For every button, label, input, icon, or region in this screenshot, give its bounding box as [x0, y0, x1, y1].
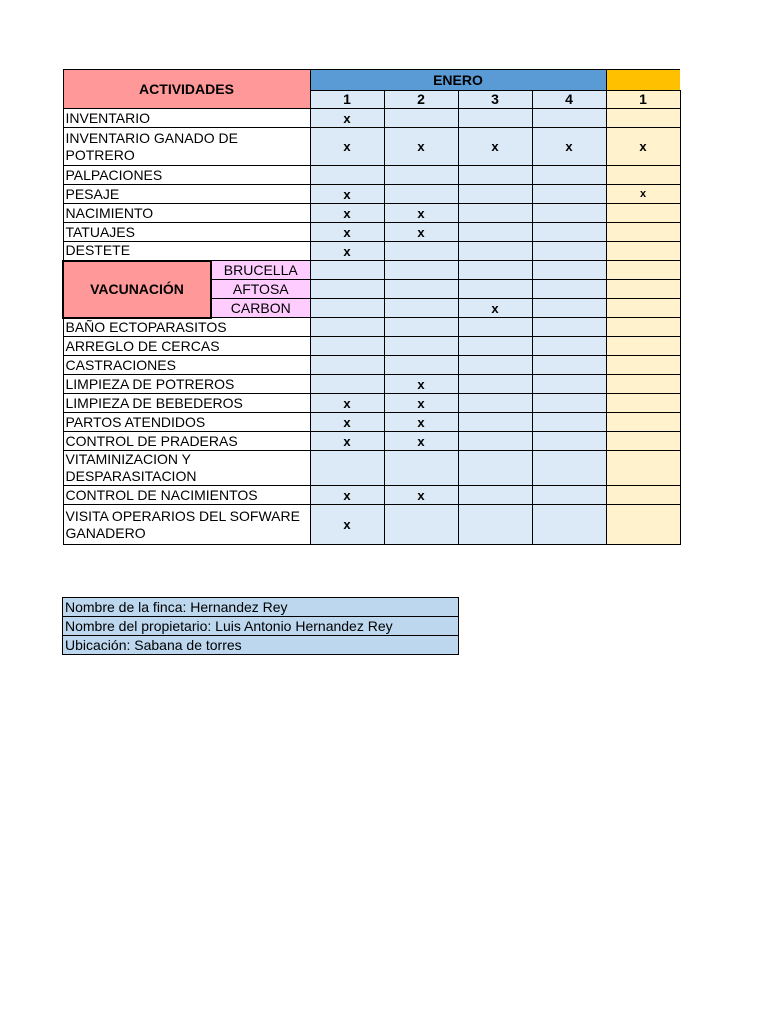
next-month-mark: [606, 394, 680, 413]
activity-label: INVENTARIO: [63, 109, 310, 128]
week-mark: x: [384, 128, 458, 166]
activity-row: [63, 375, 680, 394]
week-mark: [532, 486, 606, 505]
week-mark: [532, 505, 606, 545]
week-mark: [384, 185, 458, 204]
activity-label: LIMPIEZA DE POTREROS: [63, 375, 310, 394]
next-month-mark: [606, 413, 680, 432]
next-month-mark: [606, 318, 680, 337]
week-mark: [458, 394, 532, 413]
activity-row: [63, 486, 680, 505]
week-mark: x: [310, 486, 384, 505]
week-mark: [310, 356, 384, 375]
week-mark: [532, 451, 606, 486]
next-month-mark: [606, 299, 680, 318]
activity-row: [63, 223, 680, 242]
week-mark: x: [384, 413, 458, 432]
activity-row: [63, 337, 680, 356]
week-mark: x: [384, 394, 458, 413]
week-mark: [384, 356, 458, 375]
week-mark: [532, 337, 606, 356]
next-month-mark: [606, 109, 680, 128]
week-mark: [458, 505, 532, 545]
week-mark: [384, 166, 458, 185]
week-mark: [384, 109, 458, 128]
week-mark: [458, 337, 532, 356]
activity-label: BAÑO ECTOPARASITOS: [63, 318, 310, 337]
farm-location: Ubicación: Sabana de torres: [63, 636, 459, 655]
week-mark: [458, 242, 532, 261]
week-mark: [458, 356, 532, 375]
week-mark: x: [310, 128, 384, 166]
week-mark: x: [310, 223, 384, 242]
farm-info: [62, 597, 459, 655]
activity-label: INVENTARIO GANADO DE POTRERO: [63, 128, 310, 166]
next-month-mark: [606, 486, 680, 505]
week-mark: [310, 318, 384, 337]
activity-label: CONTROL DE NACIMIENTOS: [63, 486, 310, 505]
activity-row: [63, 394, 680, 413]
week-mark: [458, 204, 532, 223]
activity-row: [63, 318, 680, 337]
vaccination-label: VACUNACIÓN: [63, 261, 211, 318]
week-mark: x: [384, 375, 458, 394]
week-mark: x: [384, 432, 458, 451]
next-month-mark: x: [606, 128, 680, 166]
week-mark: [532, 413, 606, 432]
vaccine-label: CARBON: [211, 299, 310, 318]
week-mark: [532, 318, 606, 337]
next-month-mark: [606, 242, 680, 261]
next-month-mark: [606, 356, 680, 375]
week-mark: [532, 166, 606, 185]
activity-row: [63, 185, 680, 204]
activity-schedule: [62, 69, 681, 545]
activity-label: CONTROL DE PRADERAS: [63, 432, 310, 451]
month-header: ENERO: [310, 70, 606, 91]
week-mark: x: [310, 204, 384, 223]
activities-table: [62, 69, 681, 545]
activity-row: [63, 166, 680, 185]
next-month-mark: [606, 505, 680, 545]
week-mark: [384, 280, 458, 299]
next-month-header: [606, 70, 680, 91]
week-mark: [532, 223, 606, 242]
week-mark: [310, 261, 384, 280]
activity-row: [63, 204, 680, 223]
week-mark: [384, 242, 458, 261]
week-mark: [458, 318, 532, 337]
week-mark: [384, 505, 458, 545]
farm-owner: Nombre del propietario: Luis Antonio Hernandez Rey: [63, 617, 459, 636]
week-mark: [532, 299, 606, 318]
next-month-mark: [606, 223, 680, 242]
week-mark: x: [384, 204, 458, 223]
week-header: 2: [384, 91, 458, 109]
next-month-mark: [606, 204, 680, 223]
week-mark: [310, 337, 384, 356]
activity-label: ARREGLO DE CERCAS: [63, 337, 310, 356]
activity-row: [63, 109, 680, 128]
week-header: 4: [532, 91, 606, 109]
activity-row: [63, 242, 680, 261]
activity-label: PALPACIONES: [63, 166, 310, 185]
week-mark: [310, 451, 384, 486]
activity-row: [63, 505, 680, 545]
week-mark: [458, 109, 532, 128]
week-mark: [384, 337, 458, 356]
week-mark: [532, 185, 606, 204]
week-mark: [532, 204, 606, 223]
vaccination-row: [63, 261, 680, 280]
week-mark: [458, 451, 532, 486]
week-mark: [458, 432, 532, 451]
week-mark: [310, 280, 384, 299]
week-mark: [458, 261, 532, 280]
week-mark: x: [458, 299, 532, 318]
activity-label: VISITA OPERARIOS DEL SOFWARE GANADERO: [63, 505, 310, 545]
activity-row: [63, 451, 680, 486]
next-month-week-header: 1: [606, 91, 680, 109]
week-mark: x: [384, 486, 458, 505]
week-mark: [532, 375, 606, 394]
week-mark: [532, 280, 606, 299]
activity-label: DESTETE: [63, 242, 310, 261]
week-mark: [458, 166, 532, 185]
week-mark: [458, 413, 532, 432]
activity-row: [63, 128, 680, 166]
week-mark: x: [310, 185, 384, 204]
activities-header: ACTIVIDADES: [63, 70, 310, 109]
week-mark: [458, 486, 532, 505]
week-mark: [532, 432, 606, 451]
vaccine-label: BRUCELLA: [211, 261, 310, 280]
next-month-mark: [606, 375, 680, 394]
week-mark: x: [310, 242, 384, 261]
farm-name: Nombre de la finca: Hernandez Rey: [63, 598, 459, 617]
week-mark: [458, 280, 532, 299]
week-mark: [532, 394, 606, 413]
week-mark: x: [310, 394, 384, 413]
week-mark: [310, 375, 384, 394]
next-month-mark: [606, 261, 680, 280]
activity-label: CASTRACIONES: [63, 356, 310, 375]
activity-row: [63, 356, 680, 375]
next-month-mark: [606, 432, 680, 451]
activity-label: PARTOS ATENDIDOS: [63, 413, 310, 432]
week-header: 3: [458, 91, 532, 109]
week-mark: x: [532, 128, 606, 166]
week-mark: [458, 375, 532, 394]
week-mark: x: [310, 109, 384, 128]
next-month-mark: [606, 337, 680, 356]
next-month-mark: [606, 166, 680, 185]
week-mark: x: [458, 128, 532, 166]
week-mark: [310, 166, 384, 185]
week-mark: x: [384, 223, 458, 242]
week-mark: [384, 299, 458, 318]
activity-row: [63, 413, 680, 432]
next-month-mark: x: [606, 185, 680, 204]
week-mark: [458, 185, 532, 204]
activity-label: PESAJE: [63, 185, 310, 204]
week-mark: [310, 299, 384, 318]
vaccine-label: AFTOSA: [211, 280, 310, 299]
week-mark: [458, 223, 532, 242]
week-mark: x: [310, 413, 384, 432]
week-mark: [532, 109, 606, 128]
week-mark: x: [310, 432, 384, 451]
activity-label: NACIMIENTO: [63, 204, 310, 223]
week-mark: [532, 242, 606, 261]
activity-row: [63, 432, 680, 451]
week-mark: [384, 261, 458, 280]
activity-label: VITAMINIZACION Y DESPARASITACION: [63, 451, 310, 486]
week-mark: [384, 451, 458, 486]
week-mark: [532, 261, 606, 280]
next-month-mark: [606, 280, 680, 299]
next-month-mark: [606, 451, 680, 486]
farm-info-table: [62, 597, 459, 655]
activity-label: LIMPIEZA DE BEBEDEROS: [63, 394, 310, 413]
week-mark: [384, 318, 458, 337]
week-mark: [532, 356, 606, 375]
activity-label: TATUAJES: [63, 223, 310, 242]
week-header: 1: [310, 91, 384, 109]
week-mark: x: [310, 505, 384, 545]
